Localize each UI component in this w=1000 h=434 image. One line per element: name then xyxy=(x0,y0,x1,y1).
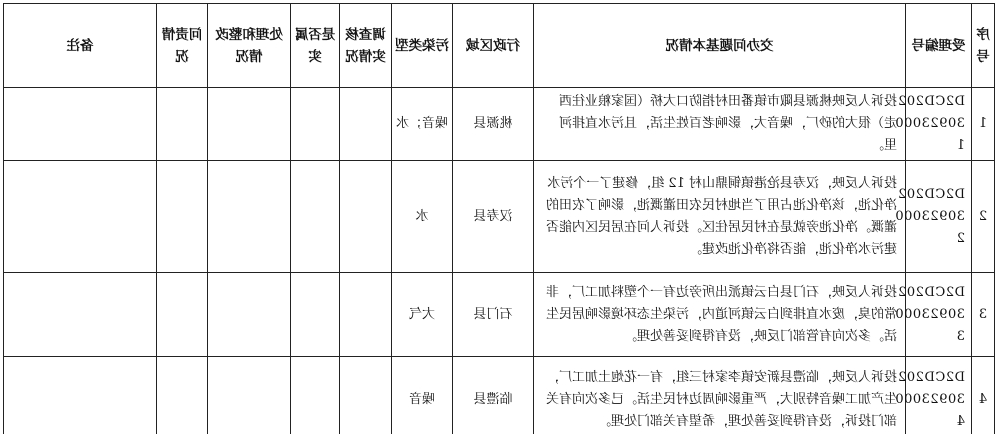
header-desc xyxy=(534,4,906,88)
header-remarks-text: 备注 xyxy=(66,37,94,54)
cell-region: 汉寿县 xyxy=(453,161,534,273)
table-row xyxy=(4,273,995,357)
cell-verified xyxy=(291,88,340,161)
cell-verified xyxy=(291,161,340,273)
cell-seq: 4 xyxy=(972,357,995,434)
header-investigate xyxy=(340,4,392,88)
header-desc-text: 交办问题基本情况 xyxy=(665,37,774,54)
code-line-2: 30923000 2 xyxy=(894,208,965,246)
header-accountability-text: 问责情况 xyxy=(161,26,203,65)
header-row xyxy=(4,4,995,88)
header-pollution xyxy=(392,4,453,88)
code-line-1: D2CD202 xyxy=(897,94,965,109)
header-handling-text: 处理和整改情况 xyxy=(215,26,283,65)
header-investigate-text: 调查核实情况 xyxy=(345,26,386,65)
code-line-1: D2CD202 xyxy=(897,369,965,385)
table-row xyxy=(4,88,995,161)
code-line-2: 30923000 3 xyxy=(894,306,965,344)
cell-code xyxy=(894,357,972,434)
cell-handling xyxy=(208,88,291,161)
code-line-2: 30923000 4 xyxy=(894,391,965,429)
code-line-2: 30923000 1 xyxy=(894,116,965,153)
header-seq-text: 序号 xyxy=(976,26,990,65)
cell-verified xyxy=(291,357,340,434)
cell-handling xyxy=(208,357,291,434)
cell-code xyxy=(894,161,972,273)
cell-desc: 投诉人反映桃源县陬市镇番田村指防口大桥（国家粮业往西走）很大的砂厂，噪音大，影响老百姓生活，且污水直排河里。 xyxy=(534,88,906,161)
header-remarks xyxy=(4,4,157,88)
cell-code xyxy=(894,273,972,357)
header-verified-text: 是否属实 xyxy=(294,26,336,65)
cell-investigate xyxy=(340,357,392,434)
cell-handling xyxy=(208,273,291,357)
table-row xyxy=(4,357,995,434)
header-pollution-text: 污染类型 xyxy=(395,37,449,54)
cell-investigate xyxy=(340,161,392,273)
code-line-1: D2CD202 xyxy=(897,284,965,300)
cell-pollution: 噪音 xyxy=(392,357,453,434)
header-verified xyxy=(291,4,340,88)
cell-region: 石门县 xyxy=(453,273,534,357)
cell-verified xyxy=(291,273,340,357)
cell-investigate xyxy=(340,88,392,161)
header-accountability xyxy=(157,4,208,88)
header-code-text: 受理编号 xyxy=(911,37,966,54)
cell-seq: 3 xyxy=(972,273,995,357)
header-seq xyxy=(972,4,995,88)
cell-pollution: 噪音；水 xyxy=(392,88,453,161)
cell-remarks xyxy=(4,161,157,273)
header-handling xyxy=(208,4,291,88)
cell-seq: 1 xyxy=(972,88,995,161)
table-row xyxy=(4,161,995,273)
cell-remarks xyxy=(4,273,157,357)
cell-handling xyxy=(208,161,291,273)
cell-seq: 2 xyxy=(972,161,995,273)
cell-pollution: 水 xyxy=(392,161,453,273)
cell-accountability xyxy=(157,273,208,357)
cell-code xyxy=(894,88,972,161)
cell-region: 临澧县 xyxy=(453,357,534,434)
cell-accountability xyxy=(157,88,208,161)
cell-desc: 投诉人反映，临澧县新安镇李家村三组，有一花炮土加工厂，生产加工噪音特别大，严重影响周边村民生活。已多次向有关部门投诉，没有得到妥善处理，希望有关部门处理。 xyxy=(534,357,906,434)
complaint-table xyxy=(3,3,995,434)
code-line-1: D2CD202 xyxy=(897,186,965,202)
cell-region: 桃源县 xyxy=(453,88,534,161)
cell-desc: 投诉人反映，石门县白云镇派出所旁边有一个塑料加工厂，非常的臭，废水直排到白云镇河道内，污染生态环境影响居民生活。多次向有管部门反映，没有得到妥善处理。 xyxy=(534,273,906,357)
cell-remarks xyxy=(4,357,157,434)
header-code xyxy=(906,4,972,88)
cell-remarks xyxy=(4,88,157,161)
cell-accountability xyxy=(157,161,208,273)
header-region xyxy=(453,4,534,88)
cell-pollution: 大气 xyxy=(392,273,453,357)
cell-accountability xyxy=(157,357,208,434)
cell-desc: 投诉人反映，汉寿县沧港镇铜鼎山村 12 组，修建了一个污水净化池，该净化池占用了当地村民农田灌溉池，影响了农田的灌溉。净化池旁就是在村民居住区。投诉人问在居民区内能否建污水净化池，能否将净化池改建。 xyxy=(534,161,906,273)
cell-investigate xyxy=(340,273,392,357)
header-region-text: 行政区域 xyxy=(466,37,520,54)
